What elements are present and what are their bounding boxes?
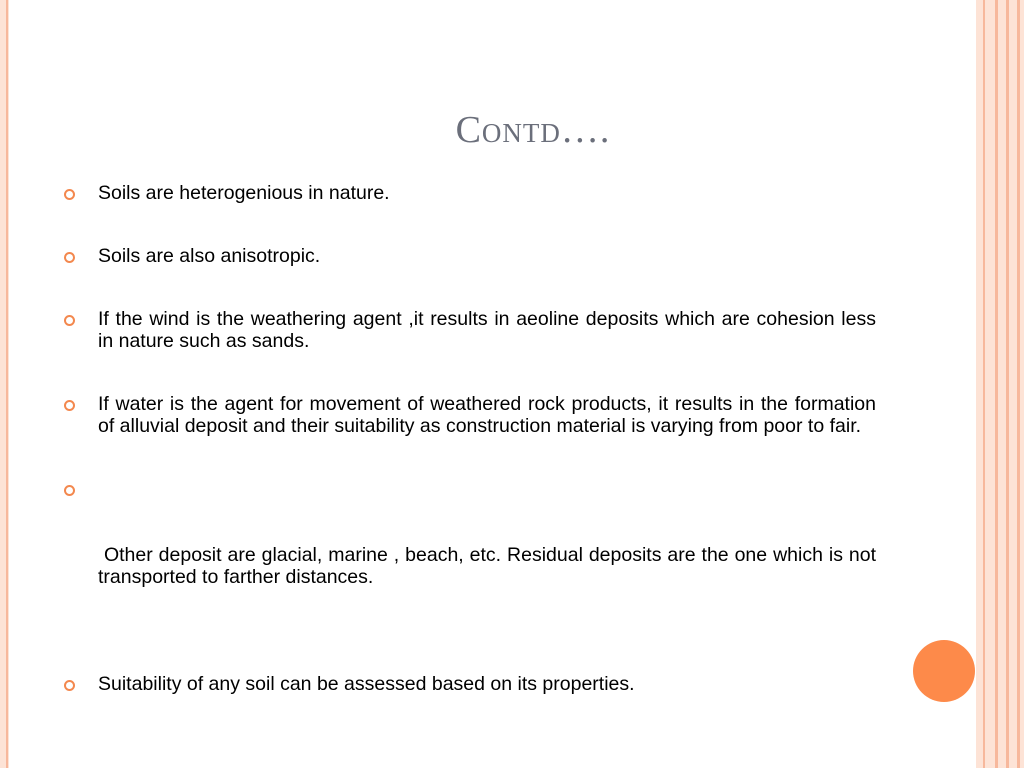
slide-title: Contd…. (455, 109, 611, 151)
bullet-text: If the wind is the weathering agent ,it results in aeoline deposits which are cohesion less in nature such as sands. (98, 308, 876, 352)
bullet-text: Soils are heterogenious in nature. (98, 182, 390, 204)
bullet-item (64, 308, 876, 352)
bullet-item (64, 245, 876, 267)
bullet-ring-icon (64, 189, 75, 200)
bullet-item (64, 182, 876, 204)
bullet-text: Suitability of any soil can be assessed based on its properties. (98, 673, 635, 695)
bullet-ring-icon (64, 252, 75, 263)
bullet-ring-icon (64, 400, 75, 411)
bullet-text: If water is the agent for movement of weathered rock products, it results in the formation of alluvial deposit and their suitability as construction material is varying from poor to fair. (98, 393, 876, 437)
bullet-item (64, 393, 876, 437)
bullet-text: Soils are also anisotropic. (98, 245, 321, 267)
decorative-orange-circle (913, 640, 975, 702)
bullet-ring-icon (64, 485, 75, 496)
bullet-ring-icon (64, 315, 75, 326)
bullet-item (64, 673, 876, 695)
bullet-text: Other deposit are glacial, marine , beach, etc. Residual deposits are the one which is not transported to farther distances. (98, 544, 882, 588)
bullet-list (64, 182, 882, 695)
bullet-item (64, 478, 882, 632)
bullet-ring-icon (64, 680, 75, 691)
